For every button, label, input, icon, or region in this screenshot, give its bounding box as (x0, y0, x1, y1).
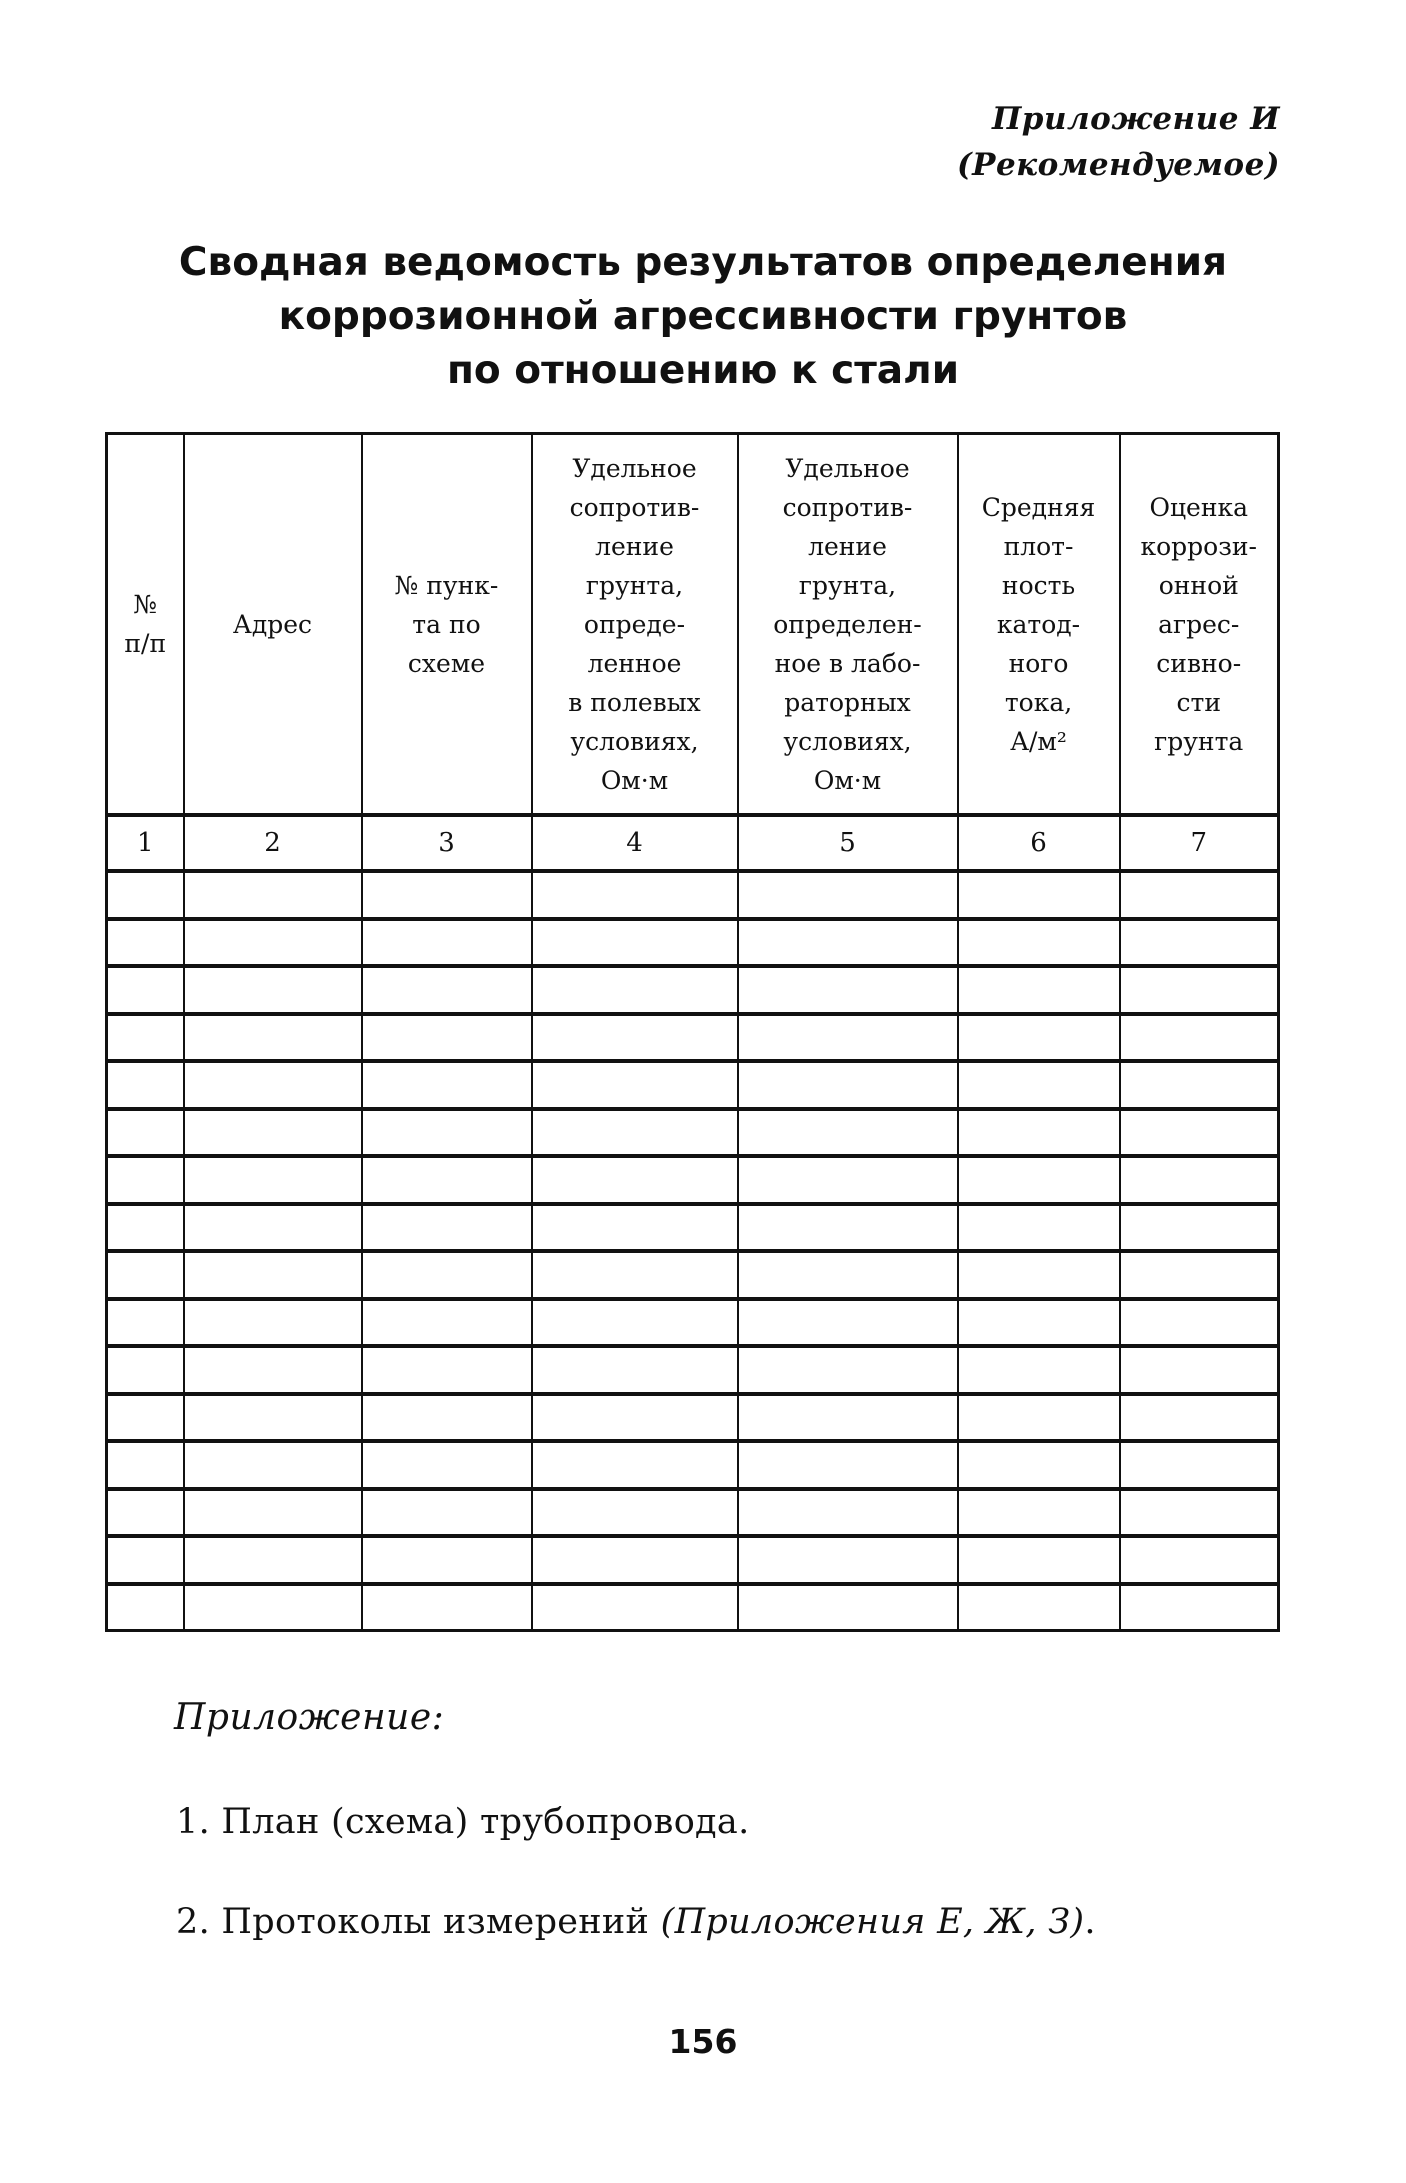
table-cell (107, 966, 184, 1014)
table-cell (738, 1489, 958, 1537)
table-cell (738, 1536, 958, 1584)
table-cell (532, 1204, 738, 1252)
table-cell (184, 1394, 362, 1442)
table-cell (958, 966, 1120, 1014)
table-cell (738, 1394, 958, 1442)
table-cell (1120, 1346, 1279, 1394)
column-number: 7 (1120, 815, 1279, 871)
table-cell (184, 1536, 362, 1584)
table-row (107, 1204, 1279, 1252)
table-cell (738, 1299, 958, 1347)
table-cell (958, 1346, 1120, 1394)
attachment-item-2 (176, 1902, 1096, 1942)
table-cell (1120, 1299, 1279, 1347)
table-cell (532, 1489, 738, 1537)
table-cell (107, 919, 184, 967)
table-row (107, 1536, 1279, 1584)
table-cell (362, 1109, 532, 1157)
table-cell (958, 1251, 1120, 1299)
header-field-resistivity: Удельное сопротив- ление грунта, опреде- ленное в полевых условиях, Ом·м (532, 434, 738, 816)
table-cell (362, 1299, 532, 1347)
table-row (107, 1061, 1279, 1109)
title-line-3: по отношению к стали (446, 348, 960, 393)
table-cell (1120, 919, 1279, 967)
table-row (107, 1394, 1279, 1442)
table-cell (738, 1061, 958, 1109)
table-cell (107, 1489, 184, 1537)
table-cell (1120, 1061, 1279, 1109)
attachment-item-2-reference: (Приложения Е, Ж, З) (660, 1902, 1085, 1942)
table-cell (184, 1299, 362, 1347)
appendix-label-block (957, 96, 1280, 188)
table-cell (107, 1536, 184, 1584)
table-cell (532, 1584, 738, 1631)
header-cathodic-current-density: Средняя плот- ность катод- ного тока, А/м² (958, 434, 1120, 816)
table-row (107, 1441, 1279, 1489)
table-row (107, 1584, 1279, 1631)
table-cell (1120, 871, 1279, 919)
table-cell (1120, 1394, 1279, 1442)
table-cell (738, 1156, 958, 1204)
table-cell (107, 1109, 184, 1157)
header-corrosivity-rating: Оценка коррози- онной агрес- сивно- сти грунта (1120, 434, 1279, 816)
table-cell (1120, 1584, 1279, 1631)
table-cell (532, 1109, 738, 1157)
table-row (107, 1251, 1279, 1299)
table-cell (362, 1061, 532, 1109)
table-cell (532, 1394, 738, 1442)
table-cell (107, 1584, 184, 1631)
table-cell (532, 1061, 738, 1109)
table-cell (958, 1584, 1120, 1631)
table-cell (184, 1251, 362, 1299)
table-cell (362, 1441, 532, 1489)
table-cell (958, 1536, 1120, 1584)
table-cell (738, 871, 958, 919)
table-row (107, 871, 1279, 919)
attachments-heading: Приложение: (174, 1697, 445, 1738)
table-cell (184, 1584, 362, 1631)
table-cell (107, 1394, 184, 1442)
table-cell (738, 1109, 958, 1157)
table-cell (184, 871, 362, 919)
table-cell (1120, 1441, 1279, 1489)
table-cell (184, 1109, 362, 1157)
table-cell (532, 966, 738, 1014)
table-cell (107, 871, 184, 919)
table-cell (107, 1346, 184, 1394)
table-cell (958, 1156, 1120, 1204)
table-cell (958, 1441, 1120, 1489)
table-cell (738, 1204, 958, 1252)
document-title (110, 236, 1296, 398)
table-cell (958, 1394, 1120, 1442)
title-line-2: коррозионной агрессивности грунтов (278, 294, 1128, 339)
table-cell (532, 1441, 738, 1489)
table-cell (184, 1014, 362, 1062)
table-cell (184, 1346, 362, 1394)
page-number: 156 (668, 2022, 738, 2061)
table-cell (532, 1346, 738, 1394)
table-row (107, 1346, 1279, 1394)
summary-table (105, 432, 1280, 1632)
table-cell (958, 919, 1120, 967)
attachment-item-1: 1. План (схема) трубопровода. (176, 1802, 750, 1842)
column-number: 6 (958, 815, 1120, 871)
table-cell (532, 871, 738, 919)
table-cell (362, 966, 532, 1014)
attachment-item-2-text: 2. Протоколы измерений (176, 1902, 661, 1942)
attachment-item-2-period: . (1084, 1902, 1096, 1942)
table-header-row (107, 434, 1279, 816)
table-cell (184, 1061, 362, 1109)
appendix-status: (Рекомендуемое) (956, 147, 1280, 183)
table-cell (1120, 1489, 1279, 1537)
column-number: 5 (738, 815, 958, 871)
table-cell (362, 1346, 532, 1394)
column-number: 1 (107, 815, 184, 871)
table-cell (1120, 1536, 1279, 1584)
header-address: Адрес (184, 434, 362, 816)
table-cell (738, 1441, 958, 1489)
table-cell (1120, 1109, 1279, 1157)
table-cell (184, 966, 362, 1014)
table-cell (1120, 1204, 1279, 1252)
header-lab-resistivity: Удельное сопротив- ление грунта, определен- ное в лабо- раторных условиях, Ом·м (738, 434, 958, 816)
table-row (107, 1109, 1279, 1157)
table-cell (1120, 1014, 1279, 1062)
table-row (107, 1299, 1279, 1347)
column-number: 4 (532, 815, 738, 871)
table-cell (362, 1394, 532, 1442)
table-cell (107, 1061, 184, 1109)
table-cell (362, 1204, 532, 1252)
table-cell (738, 1346, 958, 1394)
table-cell (958, 1061, 1120, 1109)
table-cell (184, 1156, 362, 1204)
table-row (107, 919, 1279, 967)
table-cell (738, 919, 958, 967)
table-cell (107, 1014, 184, 1062)
table-cell (532, 919, 738, 967)
table-cell (184, 1489, 362, 1537)
title-line-1: Сводная ведомость результатов определения (178, 240, 1228, 285)
table-cell (362, 1536, 532, 1584)
table-row (107, 1156, 1279, 1204)
table-cell (738, 966, 958, 1014)
header-point-number: № пунк- та по схеме (362, 434, 532, 816)
table-cell (362, 1251, 532, 1299)
table-cell (107, 1204, 184, 1252)
table-row (107, 1489, 1279, 1537)
table-row (107, 1014, 1279, 1062)
header-row-number: № п/п (107, 434, 184, 816)
column-number: 3 (362, 815, 532, 871)
table-cell (532, 1536, 738, 1584)
table-cell (184, 1441, 362, 1489)
table-cell (362, 1014, 532, 1062)
table-cell (107, 1156, 184, 1204)
column-number: 2 (184, 815, 362, 871)
column-number-row (107, 815, 1279, 871)
table-cell (362, 1156, 532, 1204)
table-cell (532, 1156, 738, 1204)
table-cell (107, 1441, 184, 1489)
table-cell (958, 871, 1120, 919)
table-cell (532, 1299, 738, 1347)
appendix-label: Приложение И (991, 101, 1280, 137)
table-cell (362, 871, 532, 919)
table-cell (958, 1109, 1120, 1157)
table-cell (184, 1204, 362, 1252)
table-cell (107, 1299, 184, 1347)
table-cell (958, 1489, 1120, 1537)
table-cell (958, 1014, 1120, 1062)
table-cell (532, 1014, 738, 1062)
table-cell (362, 1489, 532, 1537)
table-cell (532, 1251, 738, 1299)
table-cell (362, 919, 532, 967)
table-cell (362, 1584, 532, 1631)
table-cell (107, 1251, 184, 1299)
table-cell (738, 1584, 958, 1631)
table-cell (958, 1299, 1120, 1347)
table-cell (958, 1204, 1120, 1252)
table-cell (1120, 1156, 1279, 1204)
table-cell (184, 919, 362, 967)
table-cell (738, 1014, 958, 1062)
table-cell (1120, 966, 1279, 1014)
table-row (107, 966, 1279, 1014)
table-cell (738, 1251, 958, 1299)
table-cell (1120, 1251, 1279, 1299)
